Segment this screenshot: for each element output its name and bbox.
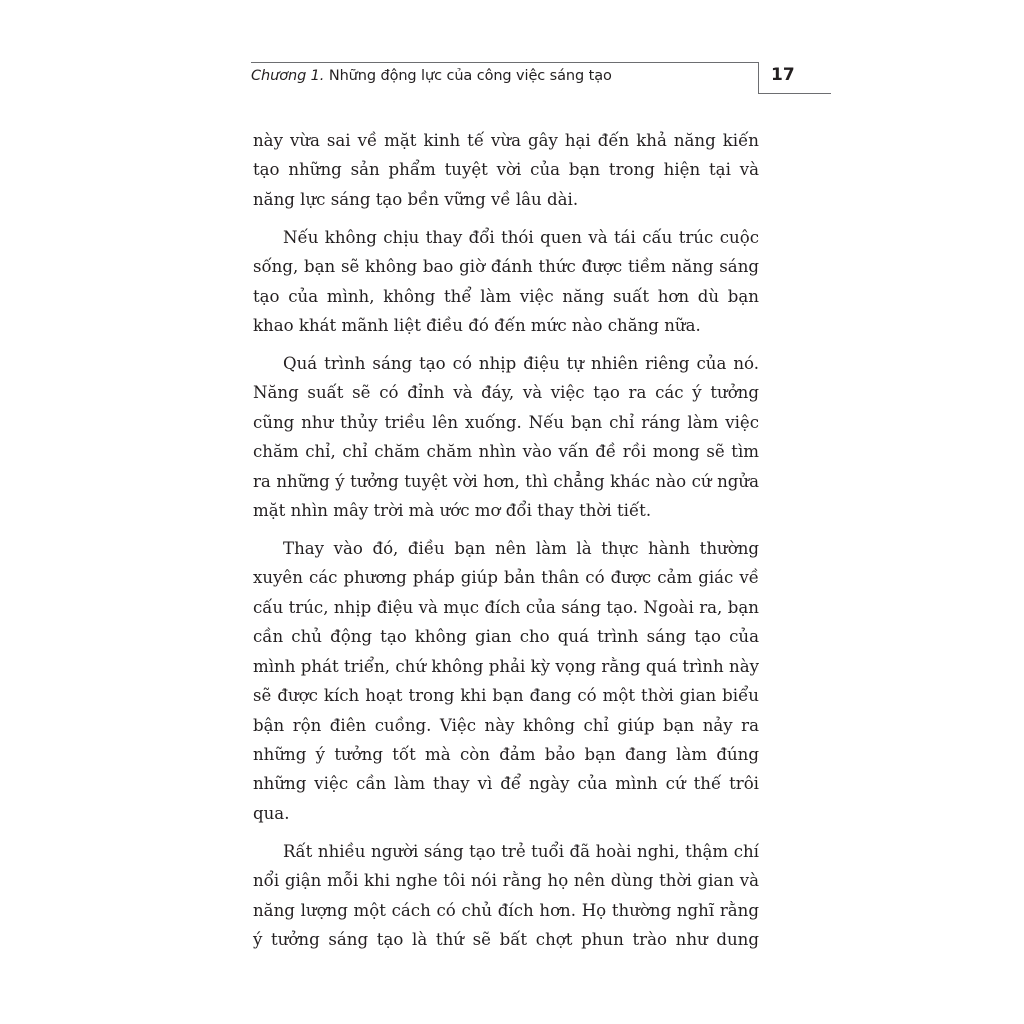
paragraph-habits: Nếu không chịu thay đổi thói quen và tái cấu trúc cuộc sống, bạn sẽ không bao giờ đánh thức được tiềm năng sáng tạo của mình, không thể làm việc năng suất hơn dù bạn khao khát mãnh liệt điều đó đến mức nào chăng nữa. <box>253 227 759 336</box>
paragraph-rhythm: Quá trình sáng tạo có nhịp điệu tự nhiên riêng của nó. Năng suất sẽ có đỉnh và đáy, và việc tạo ra các ý tưởng cũng như thủy triều lên xuống. Nếu bạn chỉ ráng làm việc chăm chỉ, chỉ chăm chăm nhìn vào vấn đề rồi mong sẽ tìm ra những ý tưởng tuyệt vời hơn, thì chẳng khác nào cứ ngửa mặt nhìn mây trời mà ước mơ đổi thay thời tiết. <box>253 354 759 521</box>
paragraph-practice: Thay vào đó, điều bạn nên làm là thực hành thường xuyên các phương pháp giúp bản thân có được cảm giác về cấu trúc, nhịp điệu và mục đích của sáng tạo. Ngoài ra, bạn cần chủ động tạo không gian cho quá trình sáng tạo của mình phát triển, chứ không phải kỳ vọng rằng quá trình này sẽ được kích hoạt trong khi bạn đang có một thời gian biểu bận rộn điên cuồng. Việc này không chỉ giúp bạn nảy ra những ý tưởng tốt mà còn đảm bảo bạn đang làm đúng những việc cần làm thay vì để ngày của mình cứ thế trôi qua. <box>253 539 759 823</box>
running-head <box>251 68 612 84</box>
header-rule-bottom <box>758 93 831 94</box>
page-header <box>251 62 831 96</box>
body-text <box>253 126 759 963</box>
paragraph-skeptics: Rất nhiều người sáng tạo trẻ tuổi đã hoài nghi, thậm chí nổi giận mỗi khi nghe tôi nói rằng họ nên dùng thời gian và năng lượng một cách có chủ đích hơn. Họ thường nghĩ rằng ý tưởng sáng tạo là thứ sẽ bất chợt phun trào như dung <box>253 841 759 949</box>
page-number: 17 <box>771 65 795 85</box>
header-rule-divider <box>758 62 759 93</box>
header-rule-top <box>251 62 759 63</box>
paragraph-continued: này vừa sai về mặt kinh tế vừa gây hại đến khả năng kiến tạo những sản phẩm tuyệt vời của bạn trong hiện tại và năng lực sáng tạo bền vững về lâu dài. <box>253 131 759 209</box>
chapter-label: Chương 1. <box>251 68 325 84</box>
chapter-title: Những động lực của công việc sáng tạo <box>324 68 612 84</box>
